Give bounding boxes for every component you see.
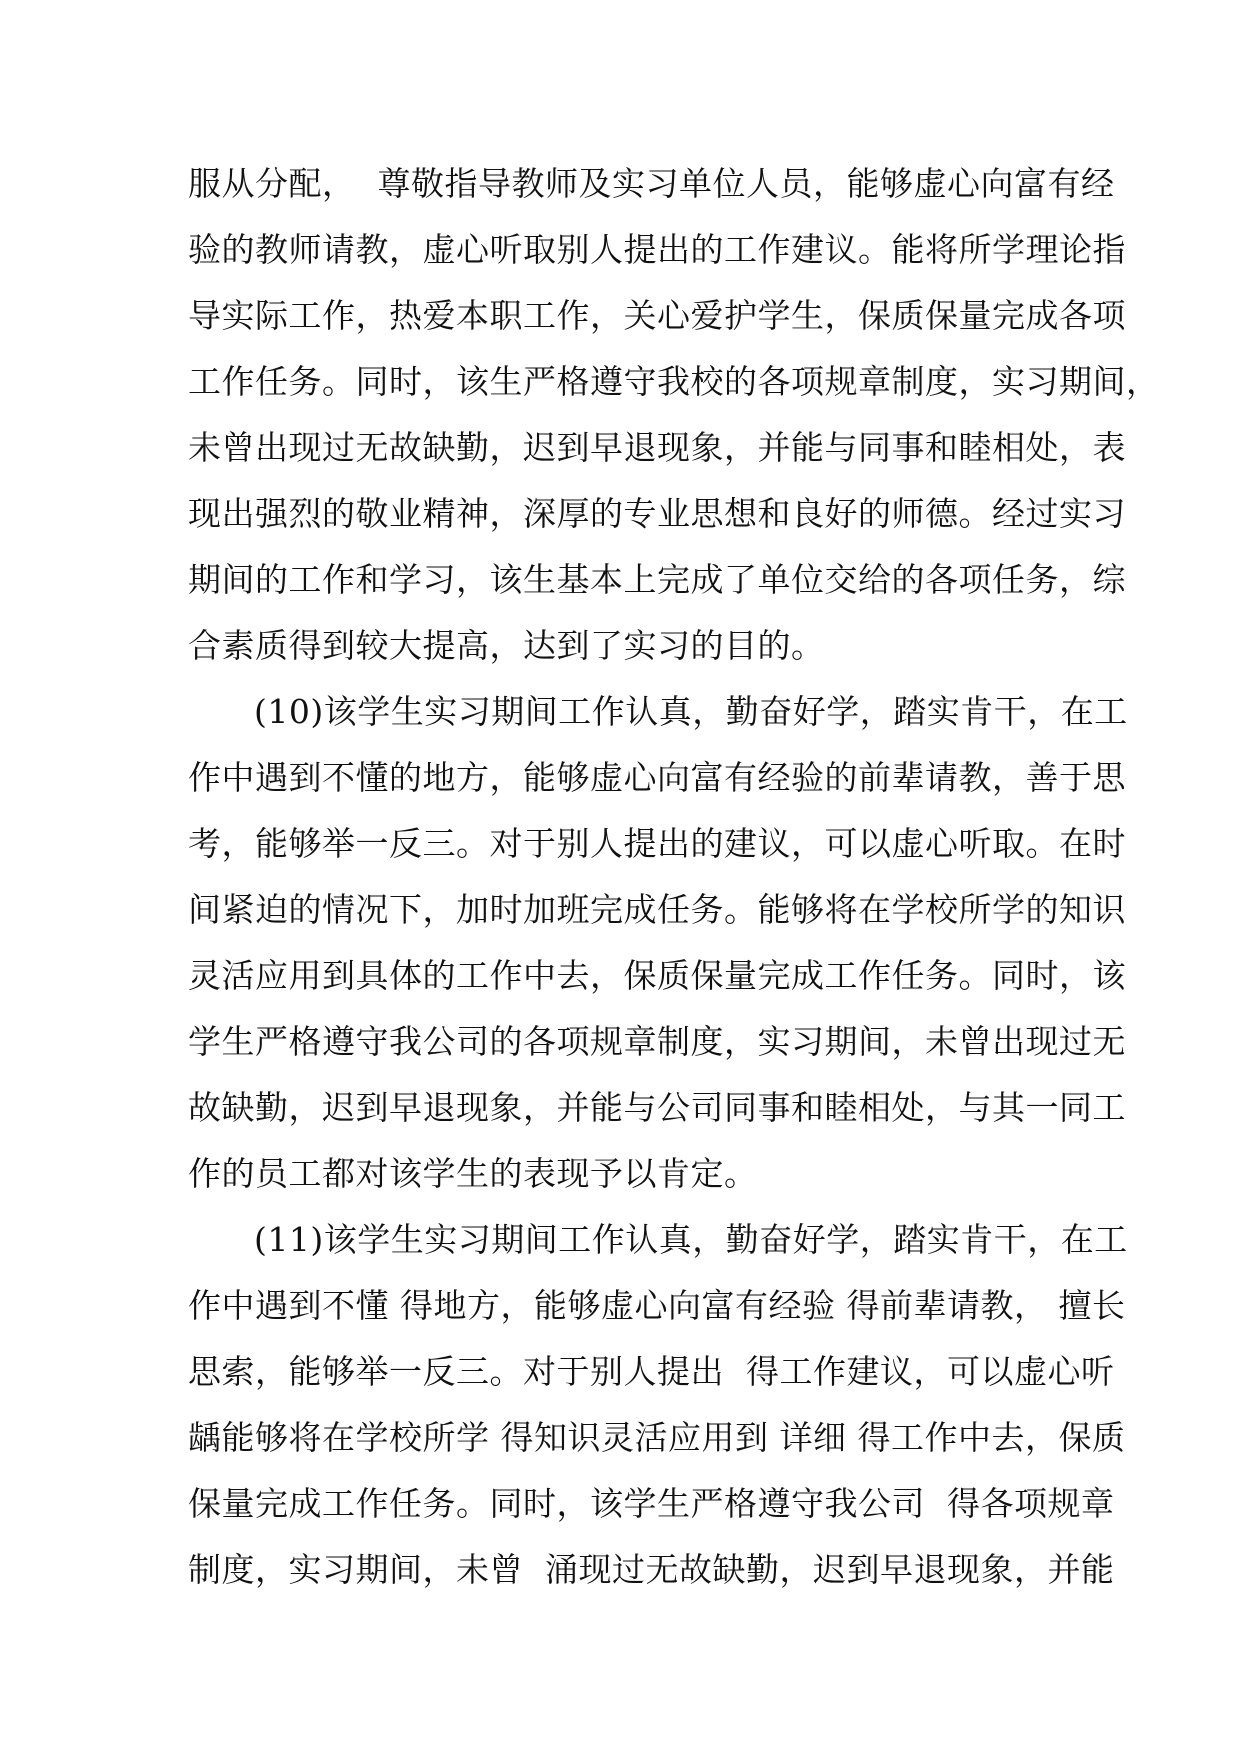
text-line: 故缺勤，迟到早退现象，并能与公司同事和睦相处，与其一同工 [188,1088,1126,1127]
text-line: 考，能够举一反三。对于别人提出的建议，可以虚心听取。在时 [188,824,1126,863]
text-line: 现出强烈的敬业精神，深厚的专业思想和良好的师德。经过实习 [188,494,1126,533]
text-line: (11)该学生实习期间工作认真，勤奋好学，踏实肯干，在工 [254,1220,1128,1259]
text-line: 工作任务。同时，该生严格遵守我校的各项规章制度，实习期间， [188,362,1160,401]
text-line: 未曾出现过无故缺勤，迟到早退现象，并能与同事和睦相处，表 [188,428,1126,467]
text-line: (10)该学生实习期间工作认真，勤奋好学，踏实肯干，在工 [254,692,1128,731]
text-line: 保量完成工作任务。同时，该学生严格遵守我公司 得各项规章 [188,1484,1115,1523]
text-line: 制度，实习期间，未曾 涌现过无故缺勤，迟到早退现象，并能 [188,1550,1115,1589]
text-line: 导实际工作，热爱本职工作，关心爱护学生，保质保量完成各项 [188,296,1126,335]
text-line: 服从分配， 尊敬指导教师及实习单位人员，能够虚心向富有经 [188,164,1115,203]
text-line: 思索，能够举一反三。对于别人提出 得工作建议，可以虚心听 [188,1352,1115,1391]
text-line: 间紧迫的情况下，加时加班完成任务。能够将在学校所学的知识 [188,890,1126,929]
text-line: 学生严格遵守我公司的各项规章制度，实习期间，未曾出现过无 [188,1022,1126,1061]
text-line: 灵活应用到具体的工作中去，保质保量完成工作任务。同时，该 [188,956,1126,995]
text-line: 作中遇到不懂 得地方，能够虚心向富有经验 得前辈请教， 擅长 [188,1286,1126,1325]
text-line: 期间的工作和学习，该生基本上完成了单位交给的各项任务，综 [188,560,1126,599]
text-line: 合素质得到较大提高，达到了实习的目的。 [188,626,825,665]
text-line: 作中遇到不懂的地方，能够虚心向富有经验的前辈请教，善于思 [188,758,1126,797]
text-line: 龋能够将在学校所学 得知识灵活应用到 详细 得工作中去，保质 [188,1418,1126,1457]
text-line: 验的教师请教，虚心听取别人提出的工作建议。能将所学理论指 [188,230,1126,269]
text-line: 作的员工都对该学生的表现予以肯定。 [188,1154,758,1193]
